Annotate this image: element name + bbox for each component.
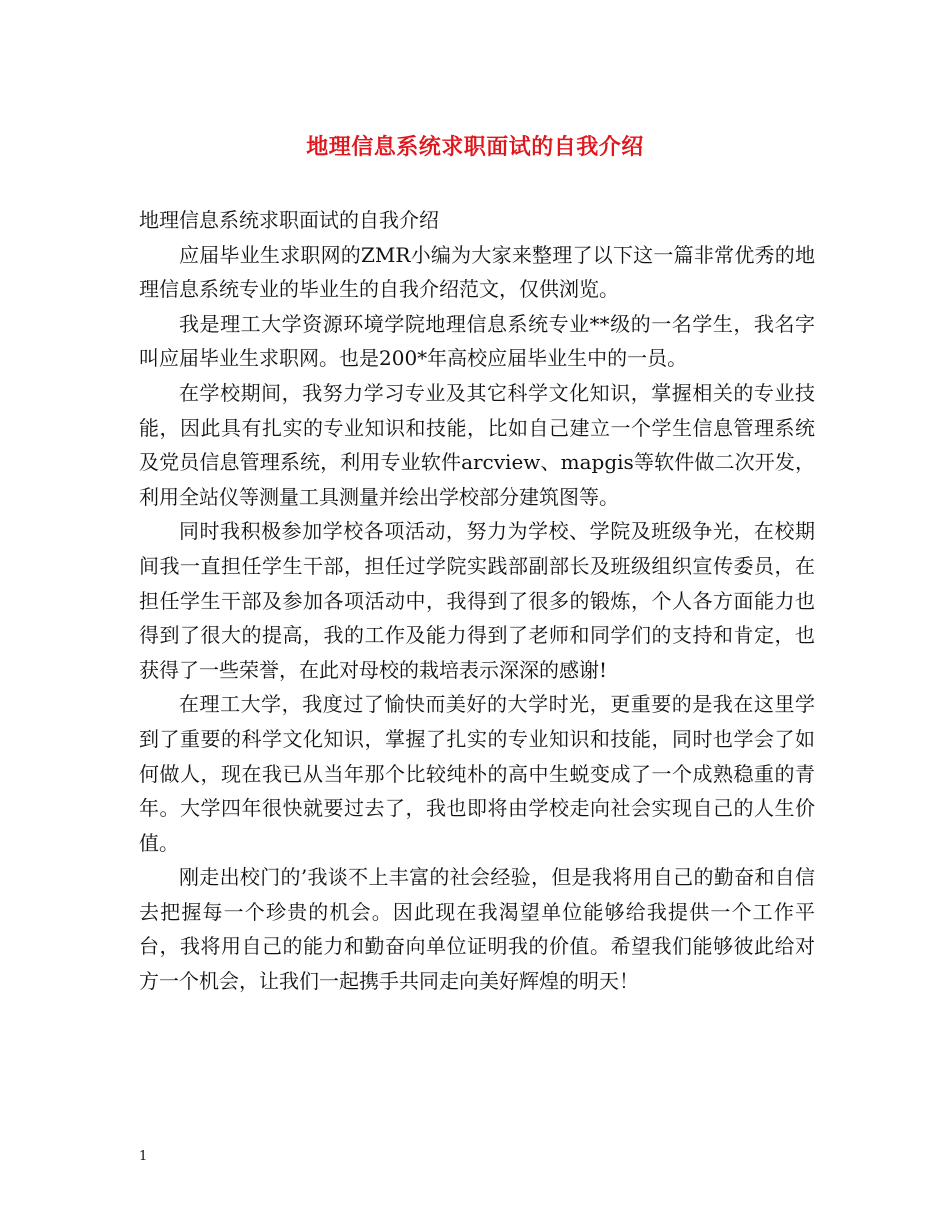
- body-heading: 地理信息系统求职面试的自我介绍: [139, 208, 439, 232]
- paragraph-intro: 应届毕业生求职网的ZMR小编为大家来整理了以下这一篇非常优秀的地理信息系统专业的毕业生的自我介绍范文，仅供浏览。: [139, 242, 815, 302]
- paragraph-skills: 在学校期间，我努力学习专业及其它科学文化知识，掌握相关的专业技能，因此具有扎实的专业知识和技能，比如自己建立一个学生信息管理系统及党员信息管理系统，利用专业软件arcview、mapgis等软件做二次开发，利用全站仪等测量工具测量并绘出学校部分建筑图等。: [139, 380, 815, 509]
- paragraph-identity: 我是理工大学资源环境学院地理信息系统专业**级的一名学生，我名字叫应届毕业生求职网。也是200*年高校应届毕业生中的一员。: [139, 311, 815, 371]
- document-body: [139, 203, 815, 999]
- paragraph-activities: 同时我积极参加学校各项活动，努力为学校、学院及班级争光，在校期间我一直担任学生干部，担任过学院实践部副部长及班级组织宣传委员，在担任学生干部及参加各项活动中，我得到了很多的锻炼，个人各方面能力也得到了很大的提高，我的工作及能力得到了老师和同学们的支持和肯定，也获得了一些荣誉，在此对母校的栽培表示深深的感谢!: [139, 519, 815, 682]
- page-number: 1: [139, 1149, 148, 1164]
- paragraph-university: 在理工大学，我度过了愉快而美好的大学时光，更重要的是我在这里学到了重要的科学文化知识，掌握了扎实的专业知识和技能，同时也学会了如何做人，现在我已从当年那个比较纯朴的高中生蜕变成了一个成熟稳重的青年。大学四年很快就要过去了，我也即将由学校走向社会实现自己的人生价值。: [139, 692, 815, 855]
- paragraph-closing: 刚走出校门的’我谈不上丰富的社会经验，但是我将用自己的勤奋和自信去把握每一个珍贵的机会。因此现在我渴望单位能够给我提供一个工作平台，我将用自己的能力和勤奋向单位证明我的价值。希望我们能够彼此给对方一个机会，让我们一起携手共同走向美好辉煌的明天！: [139, 865, 815, 994]
- document-title: 地理信息系统求职面试的自我介绍: [306, 134, 644, 160]
